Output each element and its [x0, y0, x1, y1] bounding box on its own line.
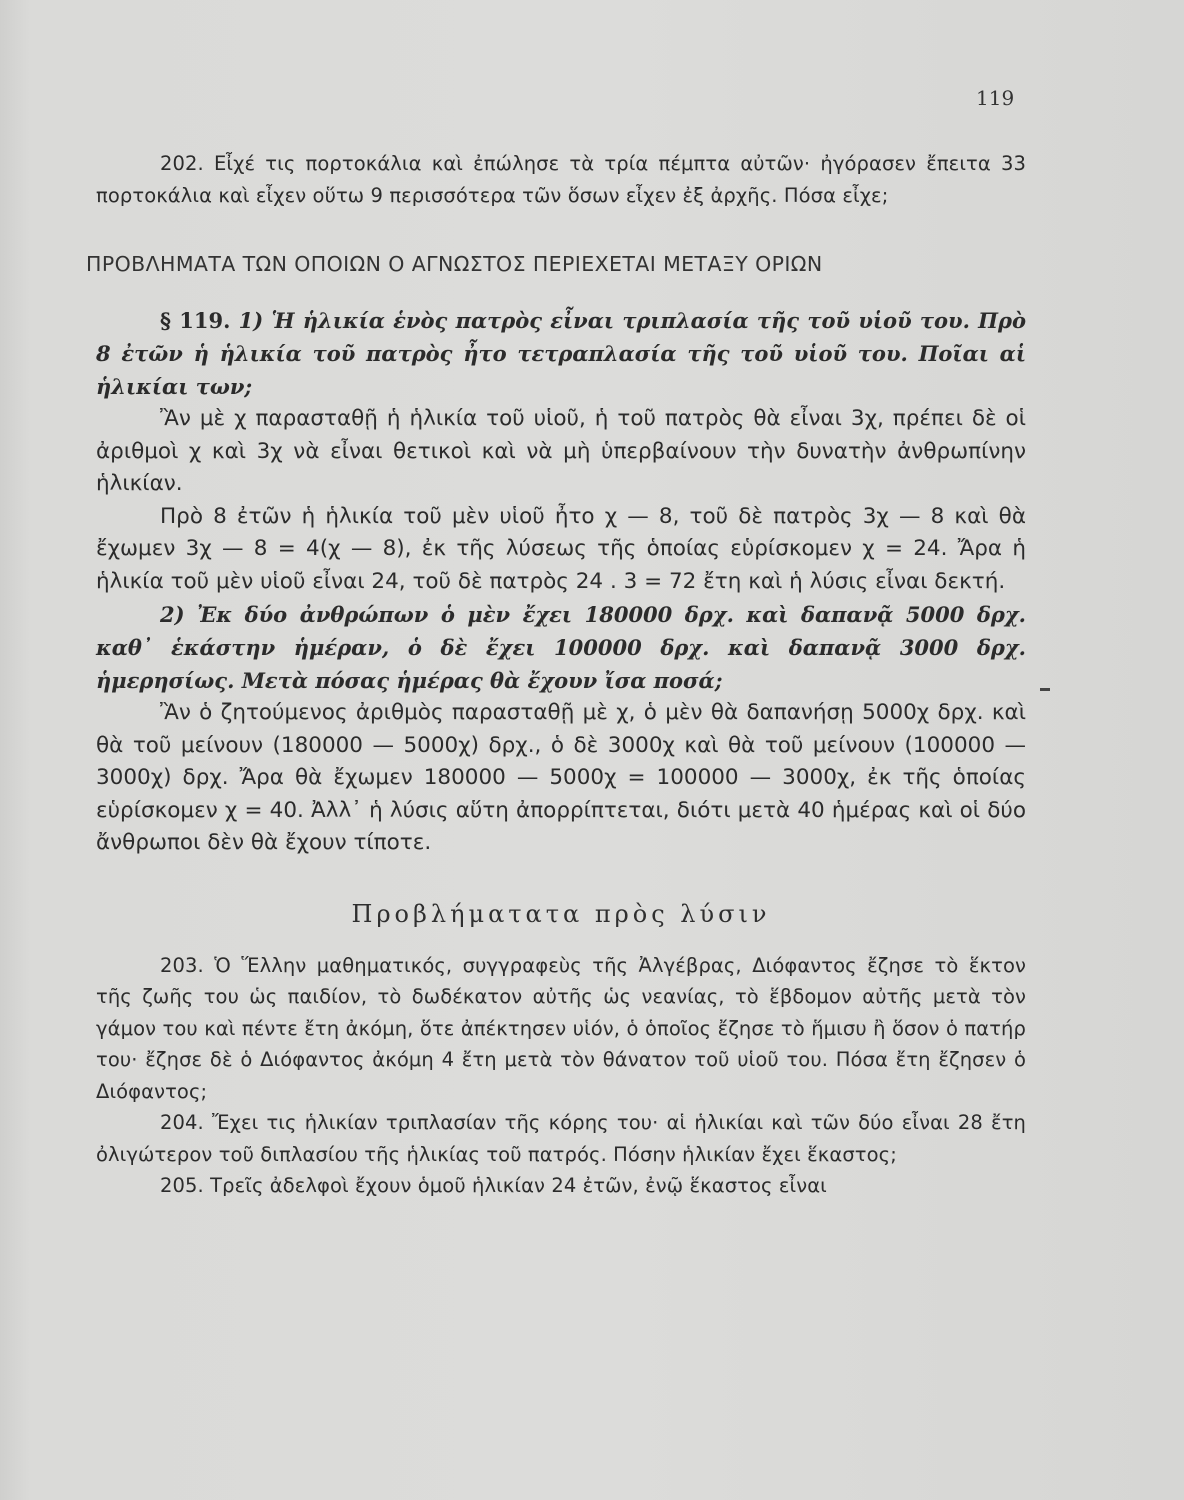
problem-203: 203. Ὁ Ἕλλην μαθηματικός, συγγραφεὺς τῆς Ἀλγέβρας, Διόφαντος ἔζησε τὸ ἕκτον τῆς ζωῆς του ὡς παιδίον, τὸ δωδέκατον αὐτῆς ὡς νεανίας, τὸ ἕβδομον αὐτῆς μετὰ τὸν γάμον του καὶ πέντε ἔτη ἀκόμη, ὅτε ἀπέκτησεν υἱόν, ὁ ὁποῖος ἔζησε τὸ ἥμισυ ἢ ὅσον ὁ πατήρ του· ἔζησε δὲ ὁ Διόφαντος ἀκόμη 4 ἔτη μετὰ τὸν θάνατον τοῦ υἱοῦ του. Πόσα ἔτη ἔζησεν ὁ Διόφαντος;	[96, 953, 1026, 1103]
problems-heading: Προβλήματατα πρὸς λύσιν	[351, 899, 771, 928]
problem-202: 202. Εἶχέ τις πορτοκάλια καὶ ἐπώλησε τὰ τρία πέμπτα αὐτῶν· ἠγόρασεν ἔπειτα 33 πορτοκάλια καὶ εἶχεν οὕτω 9 περισσότερα τῶν ὅσων εἶχεν ἐξ ἀρχῆς. Πόσα εἶχε;	[96, 152, 1026, 207]
margin-mark	[1040, 688, 1050, 691]
example-1-solution-para-1: Ἂν μὲ χ παρασταθῇ ἡ ἡλικία τοῦ υἱοῦ, ἡ τοῦ πατρὸς θὰ εἶναι 3χ, πρέπει δὲ οἱ ἀριθμοὶ χ καὶ 3χ νὰ εἶναι θετικοὶ καὶ νὰ μὴ ὑπερβαίνουν τὴν δυνατὴν ἀνθρωπίνην ἡλικίαν.	[96, 406, 1026, 496]
example-1-text: 1) Ἡ ἡλικία ἑνὸς πατρὸς εἶναι τριπλασία τῆς τοῦ υἱοῦ του. Πρὸ 8 ἐτῶν ἡ ἡλικία τοῦ πατρὸς ἦτο τετραπλασία τῆς τοῦ υἱοῦ του. Ποῖαι αἱ ἡλικίαι των;	[96, 308, 1026, 399]
problem-205: 205. Τρεῖς ἀδελφοὶ ἔχουν ὁμοῦ ἡλικίαν 24 ἐτῶν, ἐνῷ ἕκαστος εἶναι	[160, 1174, 827, 1197]
section-heading: ΠΡΟΒΛΗΜΑΤΑ ΤΩΝ ΟΠΟΙΩΝ Ο ΑΓΝΩΣΤΟΣ ΠΕΡΙΕΧΕΤΑΙ ΜΕΤΑΞΥ ΟΡΙΩΝ	[86, 252, 823, 276]
example-2-statement: 2) Ἐκ δύο ἀνθρώπων ὁ μὲν ἔχει 180000 δρχ. καὶ δαπανᾷ 5000 δρχ. καθ᾽ ἑκάστην ἡμέραν, ὁ δὲ ἔχει 100000 δρχ. καὶ δαπανᾷ 3000 δρχ. ἡμερησίως. Μετὰ πόσας ἡμέρας θὰ ἔχουν ἴσα ποσά;	[96, 602, 1026, 693]
section-symbol: § 119.	[160, 308, 231, 333]
page-number: 119	[976, 86, 1015, 110]
problem-204: 204. Ἔχει τις ἡλικίαν τριπλασίαν τῆς κόρης του· αἱ ἡλικίαι καὶ τῶν δύο εἶναι 28 ἔτη ὀλιγώτερον τοῦ διπλασίου τῆς ἡλικίας τοῦ πατρός. Πόσην ἡλικίαν ἔχει ἕκαστος;	[96, 1111, 1026, 1166]
example-2-solution: Ἂν ὁ ζητούμενος ἀριθμὸς παρασταθῇ μὲ χ, ὁ μὲν θὰ δαπανήσῃ 5000χ δρχ. καὶ θὰ τοῦ μείνουν (180000 — 5000χ) δρχ., ὁ δὲ 3000χ καὶ θὰ τοῦ μείνουν (100000 — 3000χ) δρχ. Ἄρα θὰ ἔχωμεν 180000 — 5000χ = 100000 — 3000χ, ἐκ τῆς ὁποίας εὑρίσκομεν χ = 40. Ἀλλ᾽ ἡ λύσις αὕτη ἀπορρίπτεται, διότι μετὰ 40 ἡμέρας καὶ οἱ δύο ἄνθρωποι δὲν θὰ ἔχουν τίποτε.	[96, 700, 1026, 855]
example-1-statement	[96, 304, 1026, 403]
page-body	[86, 148, 1026, 1202]
example-1-solution-para-2: Πρὸ 8 ἐτῶν ἡ ἡλικία τοῦ μὲν υἱοῦ ἦτο χ — 8, τοῦ δὲ πατρὸς 3χ — 8 καὶ θὰ ἔχωμεν 3χ — 8 = 4(χ — 8), ἐκ τῆς λύσεως τῆς ὁποίας εὑρίσκομεν χ = 24. Ἄρα ἡ ἡλικία τοῦ μὲν υἱοῦ εἶναι 24, τοῦ δὲ πατρὸς 24 . 3 = 72 ἔτη καὶ ἡ λύσις εἶναι δεκτή.	[96, 503, 1026, 594]
